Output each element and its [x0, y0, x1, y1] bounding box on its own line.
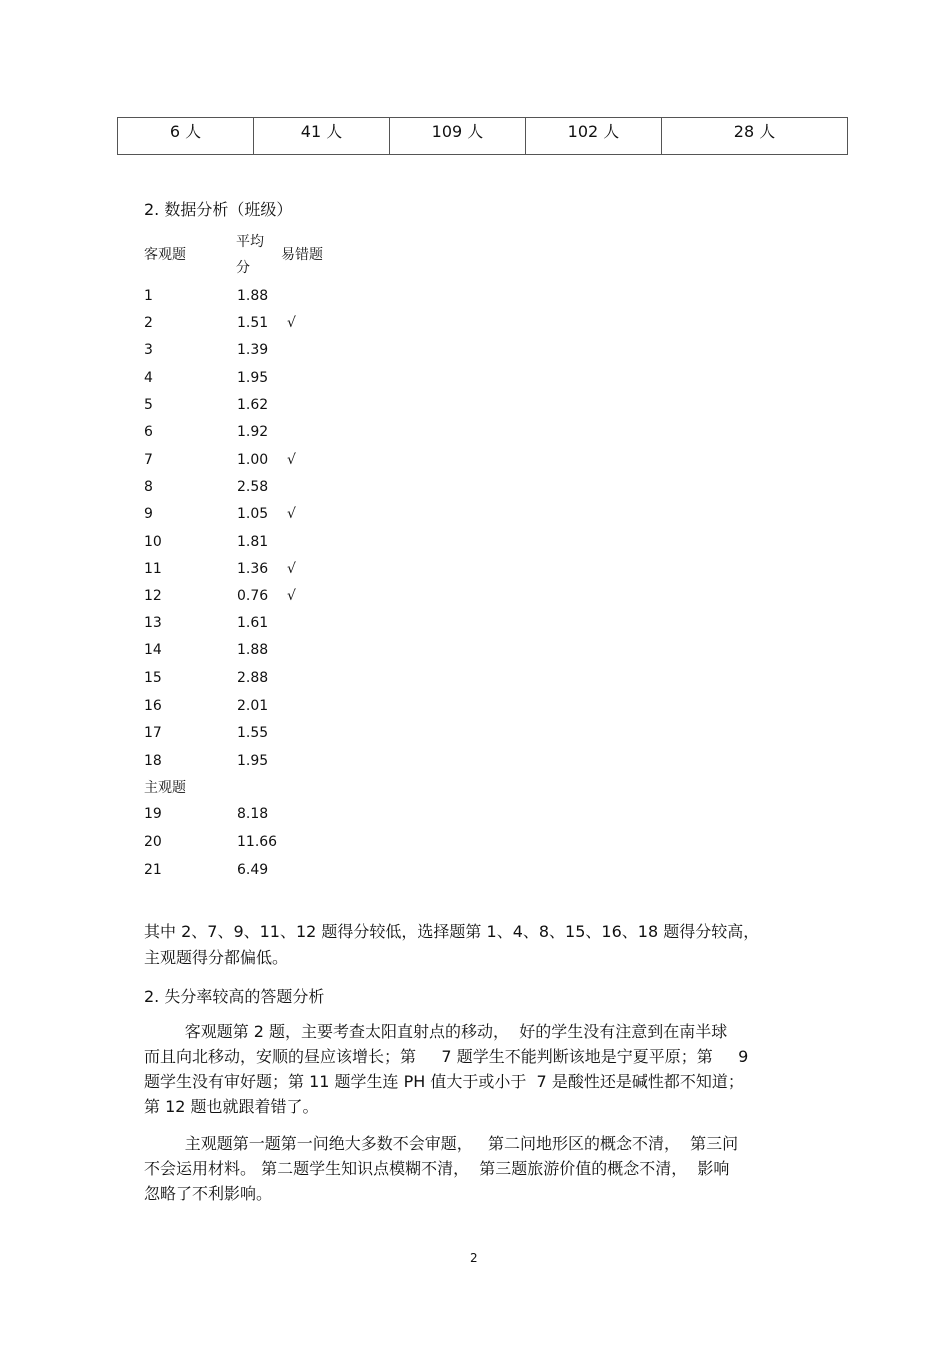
paragraph-line: 而且向北移动，安顺的昼应该增长；第 7 题学生不能判断该地是宁夏平原；第 9 — [144, 1047, 749, 1066]
question-number: 6 — [144, 424, 153, 440]
average-score: 1.88 — [237, 288, 269, 304]
average-score: 0.76 — [237, 588, 269, 604]
question-number: 12 — [144, 588, 162, 604]
summary-line: 其中 2、7、9、11、12 题得分较低，选择题第 1、4、8、15、16、18 题得分较高， — [144, 922, 760, 941]
average-score: 6.49 — [237, 862, 269, 878]
average-score: 1.00 — [237, 452, 269, 468]
question-number: 10 — [144, 534, 162, 550]
average-score: 1.88 — [237, 642, 269, 658]
question-number: 13 — [144, 615, 162, 631]
question-number: 21 — [144, 862, 162, 878]
average-score: 1.61 — [237, 615, 269, 631]
question-number: 3 — [144, 342, 153, 358]
summary-line: 主观题得分都偏低。 — [144, 948, 289, 967]
paragraph-line: 客观题第 2 题，主要考查太阳直射点的移动， 好的学生没有注意到在南半球 — [144, 1022, 728, 1041]
question-number: 20 — [144, 834, 162, 850]
question-number: 17 — [144, 725, 162, 741]
average-score: 2.88 — [237, 670, 269, 686]
average-score: 1.55 — [237, 725, 269, 741]
average-score: 2.01 — [237, 698, 269, 714]
question-number: 5 — [144, 397, 153, 413]
average-score: 1.39 — [237, 342, 269, 358]
table-cell: 41 人 — [254, 118, 390, 155]
table-cell: 6 人 — [118, 118, 254, 155]
question-number: 18 — [144, 753, 162, 769]
subjective-label: 主观题 — [144, 780, 186, 796]
question-number: 8 — [144, 479, 153, 495]
table-row — [118, 118, 848, 155]
data-analysis-heading: 2. 数据分析（班级） — [144, 200, 293, 219]
score-distribution-table — [117, 117, 848, 155]
average-score: 8.18 — [237, 806, 269, 822]
question-number: 4 — [144, 370, 153, 386]
average-score: 2.58 — [237, 479, 269, 495]
average-score: 1.92 — [237, 424, 269, 440]
question-number: 1 — [144, 288, 153, 304]
table-cell: 28 人 — [662, 118, 848, 155]
error-prone-mark: √ — [287, 452, 296, 468]
table-cell: 109 人 — [390, 118, 526, 155]
error-prone-mark: √ — [287, 561, 296, 577]
paragraph-line: 不会运用材料。 第二题学生知识点模糊不清， 第三题旅游价值的概念不清， 影响 — [144, 1159, 730, 1178]
question-number: 14 — [144, 642, 162, 658]
page-number: 2 — [470, 1251, 478, 1265]
question-number: 16 — [144, 698, 162, 714]
error-prone-mark: √ — [287, 315, 296, 331]
error-prone-mark: √ — [287, 588, 296, 604]
average-score: 1.62 — [237, 397, 269, 413]
question-number: 9 — [144, 506, 153, 522]
average-score: 1.95 — [237, 753, 269, 769]
question-number: 15 — [144, 670, 162, 686]
paragraph-line: 忽略了不利影响。 — [144, 1184, 273, 1203]
average-score: 1.81 — [237, 534, 269, 550]
average-score: 11.66 — [237, 834, 278, 850]
question-number: 19 — [144, 806, 162, 822]
paragraph-line: 主观题第一题第一问绝大多数不会审题， 第二问地形区的概念不清， 第三问 — [144, 1134, 739, 1153]
loss-analysis-heading: 2. 失分率较高的答题分析 — [144, 987, 325, 1006]
average-score: 1.51 — [237, 315, 269, 331]
table-cell: 102 人 — [526, 118, 662, 155]
average-score: 1.36 — [237, 561, 269, 577]
error-prone-mark: √ — [287, 506, 296, 522]
question-number: 11 — [144, 561, 162, 577]
question-number: 7 — [144, 452, 153, 468]
average-score: 1.95 — [237, 370, 269, 386]
question-number: 2 — [144, 315, 153, 331]
error-prone-column-header: 易错题 — [281, 247, 323, 263]
average-column-header-line1: 平均 — [236, 234, 264, 250]
average-score: 1.05 — [237, 506, 269, 522]
objective-column-header: 客观题 — [144, 247, 186, 263]
paragraph-line: 题学生没有审好题；第 11 题学生连 PH 值大于或小于 7 是酸性还是碱性都不知道； — [144, 1072, 744, 1091]
paragraph-line: 第 12 题也就跟着错了。 — [144, 1097, 319, 1116]
average-column-header-line2: 分 — [236, 260, 250, 276]
